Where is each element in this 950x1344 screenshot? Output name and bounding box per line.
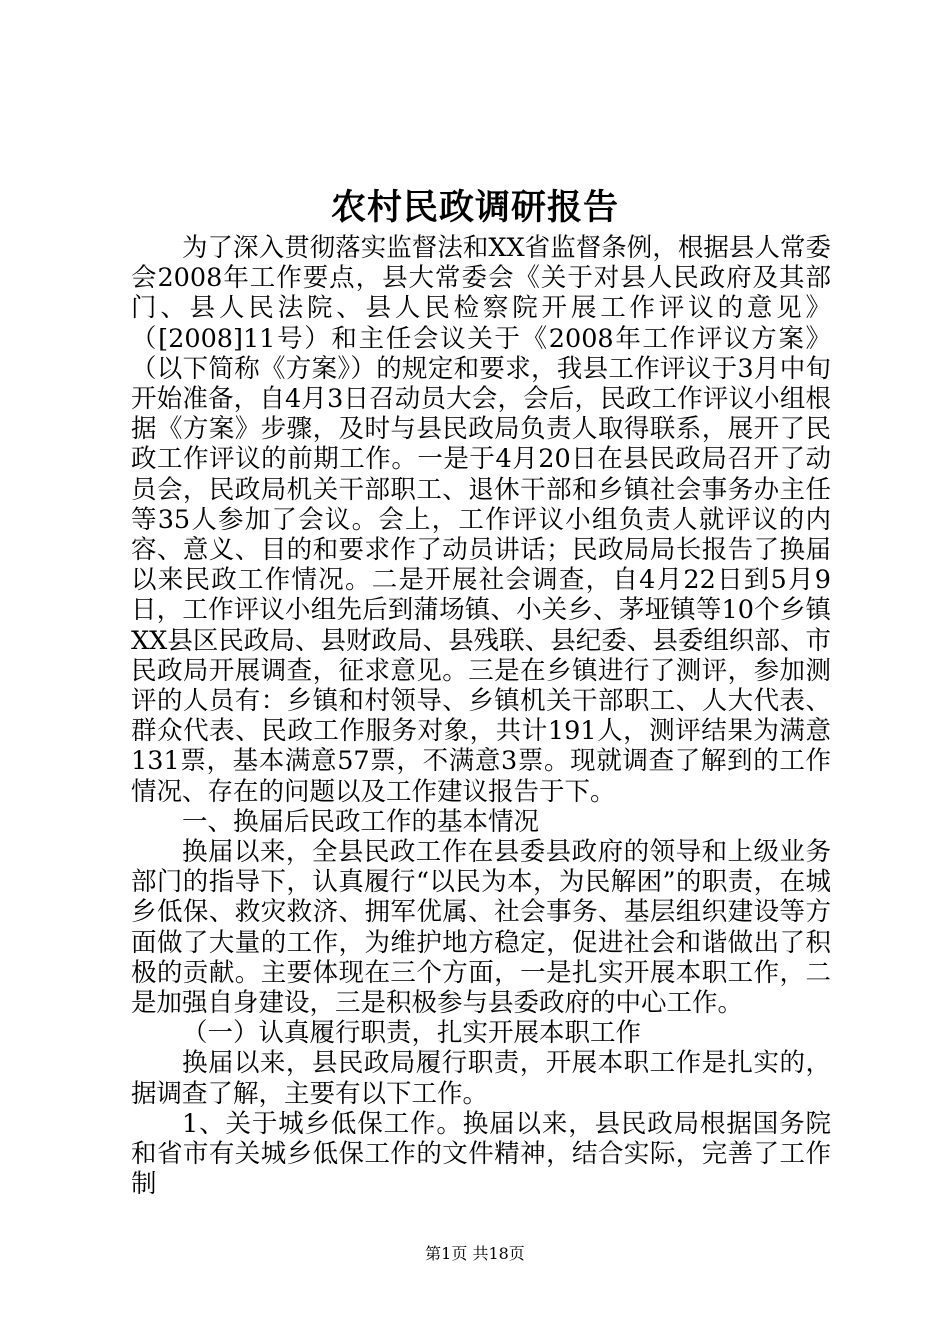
document-title: 农村民政调研报告 (330, 187, 619, 228)
paragraph-low-income: 1、关于城乡低保工作。换届以来，县民政局根据国务院和省市有关城乡低保工作的文件精神，结合实际，完善了工作制 (131, 1108, 831, 1200)
subsection-heading-1: （一）认真履行职责，扎实开展本职工作 (182, 1018, 642, 1049)
paragraph-intro: 为了深入贯彻落实监督法和XX省监督条例，根据县人常委会2008年工作要点，县大常委会《关于对县人民政府及其部门、县人民法院、县人民检察院开展工作评议的意见》（[2008]11号）和主任会议关于《2008年工作评议方案》（以下简称《方案》）的规定和要求，我县工作评议于3月中旬开始准备，自4月3日召动员大会，会后，民政工作评议小组根据《方案》步骤，及时与县民政局负责人取得联系，展开了民政工作评议的前期工作。一是于4月20日在县民政局召开了动员会，民政局机关干部职工、退休干部和乡镇社会事务办主任等35人参加了会议。会上，工作评议小组负责人就评议的内容、意义、目的和要求作了动员讲话；民政局局长报告了换届以来民政工作情况。二是开展社会调查，自4月22日到5月9日，工作评议小组先后到蒲场镇、小关乡、茅垭镇等10个乡镇XX县区民政局、县财政局、县残联、县纪委、县委组织部、市民政局开展调查，征求意见。三是在乡镇进行了测评，参加测评的人员有：乡镇和村领导、乡镇机关干部职工、人大代表、群众代表、民政工作服务对象，共计191人，测评结果为满意131票，基本满意57票，不满意3票。现就调查了解到的工作情况、存在的问题以及工作建议报告于下。 (131, 233, 831, 807)
section-heading-1: 一、换届后民政工作的基本情况 (182, 806, 540, 837)
paragraph-overview: 换届以来，全县民政工作在县委县政府的领导和上级业务部门的指导下，认真履行“以民为本，为民解困”的职责，在城乡低保、救灾救济、拥军优属、社会事务、基层组织建设等方面做了大量的工作，为维护地方稳定，促进社会和谐做出了积极的贡献。主要体现在三个方面，一是扎实开展本职工作，二是加强自身建设，三是积极参与县委政府的中心工作。 (131, 837, 831, 1019)
paragraph-duties: 换届以来，县民政局履行职责，开展本职工作是扎实的，据调查了解，主要有以下工作。 (131, 1048, 831, 1109)
document-body (131, 233, 831, 1200)
page-footer: 第1页 共18页 (425, 1244, 525, 1263)
